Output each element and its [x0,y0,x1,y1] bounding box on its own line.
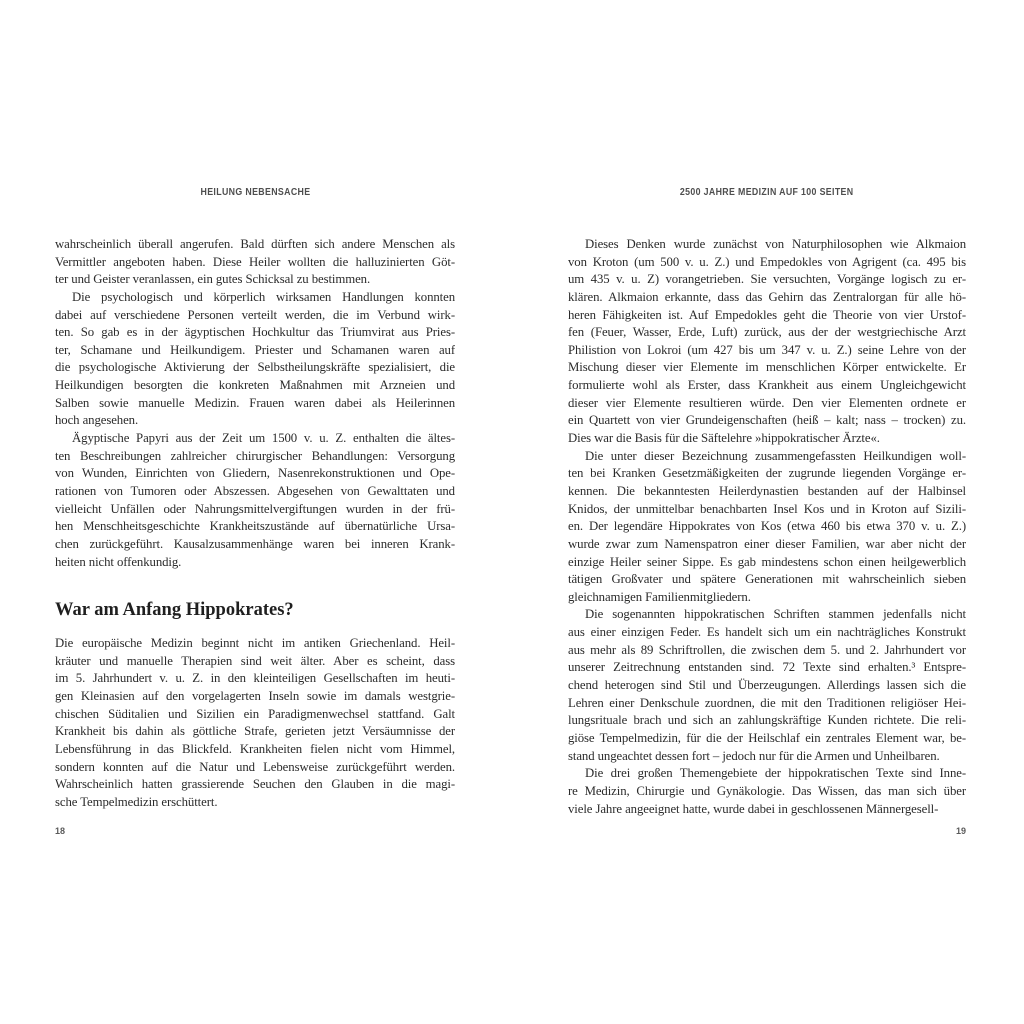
paragraph [55,635,455,811]
text-line: chischen Süditalien und Sizilien ein Paradigmenwechsel stattfand. Galt [55,706,455,721]
text-line: Die europäische Medizin beginnt nicht im antiken Griechenland. Heil- [55,636,455,651]
text-line: chend heterogen sind Stil und Überzeugungen. Allerdings lassen sich die [568,678,966,693]
text-line: hoch angesehen. [55,413,139,428]
text-line: Heilkundigen besorgten die konkreten Maßnahmen mit Arzneien und [55,378,455,393]
text-line: Dieses Denken wurde zunächst von Naturphilosophen wie Alkmaion [585,237,966,251]
text-line: aus mehr als 89 Schriftrollen, die zwischen dem 5. und 2. Jahrhundert vor [568,642,966,657]
text-line: heren Fähigkeiten ist. Auf Empedokles geht die Theorie von vier Urstof- [568,307,966,322]
text-line: Lebensführung in das Blickfeld. Krankheiten fielen nicht vom Himmel, [55,742,455,757]
page-number-left: 18 [55,826,66,836]
text-line: chen zurückgeführt. Kausalzusammenhänge waren bei inneren Krank- [55,536,455,551]
text-line: unserer Zeitrechnung entstanden sind. 72 Texte sind erhalten.³ Entspre- [568,660,966,675]
text-line: Ägyptische Papyri aus der Zeit um 1500 v. u. Z. enthalten die ältes- [72,431,455,446]
text-line: Knidos, der unmittelbar benachbarten Insel Kos und in Kroton auf Sizili- [568,501,966,516]
paragraph [568,606,966,765]
text-line: dabei auf verschiedene Personen verteilt werden, die im Verbund wirk- [55,307,455,322]
running-head-left-text: HEILUNG NEBENSACHE [200,187,310,198]
text-line: von Wunden, Einrichten von Gliedern, Nasenrekonstruktionen und Ope- [55,466,455,481]
text-line: ein Quartett von vier Grundeigenschaften (heiß – kalt; nass – trocken) zu. [568,413,966,428]
text-line: Die psychologisch und körperlich wirksamen Handlungen konnten [72,289,455,304]
text-line: von Kroton (um 500 v. u. Z.) und Empedokles von Agrigent (ca. 495 bis [568,254,966,269]
text-line: klären. Alkmaion erkannte, dass das Gehirn das Zentralorgan für alle hö- [568,289,966,304]
text-line: dieser vier Elemente resultieren würde. Den vier Elementen ordnete er [568,395,966,410]
text-line: Wahrscheinlich hatten grassierende Seuchen den Glauben in die magi- [55,777,455,792]
text-line: en. Der legendäre Hippokrates von Kos (etwa 460 bis etwa 370 v. u. Z.) [568,519,966,534]
text-line: wahrscheinlich überall angerufen. Bald dürften sich andere Menschen als [55,237,455,251]
text-line: rationen von Tumoren oder Abszessen. Abgesehen von Gewalttaten und [55,483,455,498]
text-line: Philistion von Lokroi (um 427 bis um 347 v. u. Z.) seine Lehre von der [568,342,966,357]
text-line: ten bei Kranken Gesetzmäßigkeiten der zugrunde liegenden Vorgänge er- [568,466,966,481]
text-line: Die unter dieser Bezeichnung zusammengefassten Heilkundigen woll- [585,448,966,463]
text-line: aus einer einzigen Feder. Es handelt sich um ein nachträgliches Konstrukt [568,625,966,640]
text-line: gleichnamigen Familienmitgliedern. [568,589,751,604]
paragraph [568,448,966,607]
paragraph [568,765,966,818]
section-heading: War am Anfang Hippokrates? [55,600,294,621]
text-line: Lehren einer Denkschule zuordnen, die mit den Traditionen religiöser Hei- [568,695,966,710]
text-line: ter, Schamane und Heilkundigem. Priester und Schamanen waren auf [55,342,455,357]
text-line: wurde zwar zum Namenspatron einer dieser Familien, war aber nicht der [568,536,966,551]
text-line: einzige Heiler seiner Sippe. Es gab mindestens schon einen heilgewerblich [568,554,966,569]
text-line: fen (Feuer, Wasser, Erde, Luft) zurück, aus der der westgriechische Arzt [568,325,966,340]
paragraph [55,289,455,430]
page-right [512,0,1024,1024]
text-line: sondern konnten auf die Natur und Lebensweise zurückgeführt werden. [55,759,455,774]
text-line: Die drei großen Themengebiete der hippokratischen Texte sind Inne- [585,766,966,781]
text-line: tätigen Großvater und spätere Generationen mit wahrscheinlich sieben [568,572,966,587]
text-line: Dies war die Basis für die Säftelehre »hippokratischer Ärzte«. [568,431,880,446]
text-line: ten. So gab es in der ägyptischen Hochkultur das Triumvirat aus Pries- [55,325,455,340]
paragraph [55,430,455,571]
text-line: giöse Tempelmedizin, für die der Heilschlaf ein zentrales Element war, be- [568,730,966,745]
text-line: viele Jahre angeeignet hatte, wurde dabei in geschlossenen Männergesell- [568,801,939,816]
text-line: Die sogenannten hippokratischen Schriften stammen jedenfalls nicht [585,607,966,622]
text-line: stand ungeachtet dessen fort – jedoch nur für die Armen und Unheilbaren. [568,748,940,763]
text-line: vielleicht Unfällen oder Nahrungsmittelvergiftungen wurden in der frü- [55,501,455,516]
text-line: im 5. Jahrhundert v. u. Z. in den kleinteiligen Gesellschaften im heuti- [55,671,455,686]
running-head-left [55,187,455,198]
text-line: Mischung dieser vier Elemente im menschlichen Körper entwickelte. Er [568,360,966,375]
running-head-right-text: 2500 JAHRE MEDIZIN AUF 100 SEITEN [680,187,854,198]
text-line: Salben sowie manuelle Medizin. Frauen waren dabei als Heilerinnen [55,395,455,410]
text-line: ter und Geister veranlassen, ein gutes Schicksal zu bestimmen. [55,272,371,287]
text-line: um 435 v. u. Z) vorangetrieben. Sie versuchten, Vorgänge logisch zu er- [568,272,966,287]
text-line: Vermittler angeboten haben. Diese Heiler wollten die halluzinierten Göt- [55,254,455,269]
text-line: kennen. Die bekanntesten Heilerdynastien bestanden auf der Halbinsel [568,483,966,498]
text-line: ten Beschreibungen zahlreicher chirurgischer Behandlungen: Versorgung [55,448,455,463]
page-content [55,236,455,812]
text-line: formulierte wohl als Erster, dass Krankheit aus einem Ungleichgewicht [568,378,966,393]
text-line: kräuter und manuelle Therapien sind weit älter. Aber es scheint, dass [55,653,455,668]
paragraph [55,236,455,289]
page-content [568,236,966,818]
text-line: gen Kleinasien auf den vorgelagerten Inseln sowie im damals westgrie- [55,689,455,704]
text-line: hen Menschheitsgeschichte Krankheitszustände auf übernatürliche Ursa- [55,519,455,534]
text-line: heiten nicht offenkundig. [55,554,182,569]
text-line: re Medizin, Chirurgie und Gynäkologie. Das Wissen, das man sich über [568,783,966,798]
paragraph [568,236,966,448]
text-line: lungsrituale brach und sich an zahlungskräftige Kunden richtete. Die reli- [568,713,966,728]
text-line: Krankheit bis dahin als göttliche Strafe, gerieten jetzt Versäumnisse der [55,724,455,739]
text-line: sche Tempelmedizin erschüttert. [55,794,218,809]
text-line: die psychologische Aktivierung der Selbstheilungskräfte spezialisiert, die [55,360,455,375]
running-head-right [568,187,966,198]
page-number-right: 19 [955,826,966,836]
